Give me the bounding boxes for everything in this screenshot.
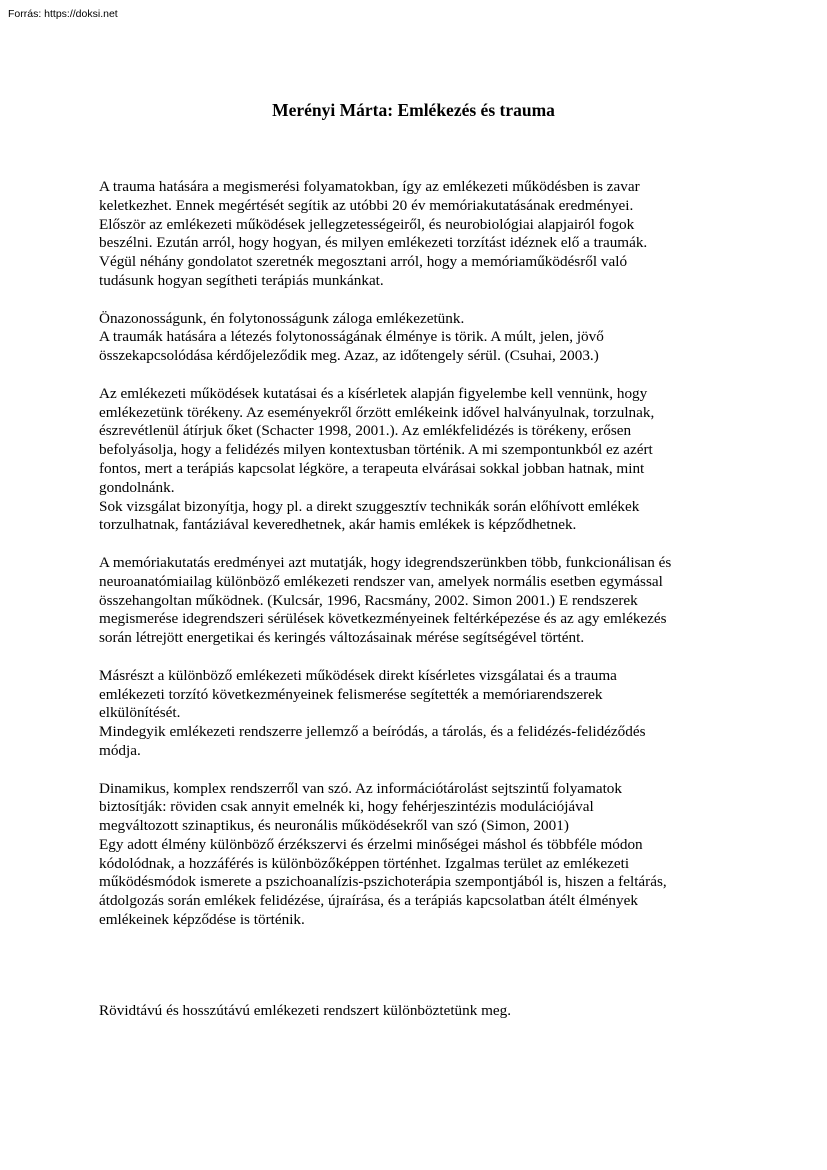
- text-line: gondolnánk.: [99, 478, 175, 496]
- text-line: módja.: [99, 741, 141, 759]
- text-line: észrevétlenül átírjuk őket (Schacter 1998, 2001.). Az emlékfelidézés is törékeny, erősen: [99, 422, 632, 440]
- document-body: [99, 178, 739, 949]
- text-line: A traumák hatására a létezés folytonosságának élménye is törik. A múlt, jelen, jövő: [99, 328, 604, 346]
- text-line: összekapcsolódása kérdőjeleződik meg. Azaz, az időtengely sérül. (Csuhai, 2003.): [99, 347, 599, 365]
- text-line: beszélni. Ezután arról, hogy hogyan, és milyen emlékezeti torzítást idéznek elő a traumák.: [99, 234, 648, 252]
- paragraph-dynamic-system: [99, 780, 739, 930]
- text-line: befolyásolja, hogy a felidézés milyen kontextusban történik. A mi szempontunkból ez azért: [99, 441, 653, 459]
- page-title: Merényi Márta: Emlékezés és trauma: [272, 100, 555, 120]
- paragraph-intro: [99, 178, 739, 291]
- text-line: Sok vizsgálat bizonyítja, hogy pl. a direkt szuggesztív technikák során előhívott emlékek: [99, 497, 640, 515]
- paragraph-fragility: [99, 385, 739, 535]
- text-line: emlékezetünk törékeny. Az eseményekről őrzött emlékeink idővel halványulnak, torzulnak,: [99, 403, 655, 421]
- text-line: során létrejött energetikai és keringés változásainak mérése segítségével történt.: [99, 629, 585, 647]
- text-line: elkülönítését.: [99, 704, 181, 722]
- text-line: A memóriakutatás eredményei azt mutatják, hogy idegrendszerünkben több, funkcionálisan és: [99, 553, 672, 571]
- text-line: neuroanatómiailag különböző emlékezeti rendszer van, amelyek normális esetben egymással: [99, 572, 663, 590]
- text-line: emlékeinek képződése is történik.: [99, 911, 305, 929]
- paragraph-identity: [99, 310, 739, 366]
- text-line: A trauma hatására a megismerési folyamatokban, így az emlékezeti működésben is zavar: [99, 178, 640, 195]
- text-line: kódolódnak, a hozzáférés is különbözőképpen történhet. Izgalmas terület az emlékezeti: [99, 854, 630, 872]
- text-line: összehangoltan működnek. (Kulcsár, 1996, Racsmány, 2002. Simon 2001.) E rendszerek: [99, 591, 638, 609]
- text-line: Először az emlékezeti működések jellegzetességeiről, és neurobiológiai alapjairól fogok: [99, 215, 635, 233]
- source-attribution: Forrás: https://doksi.net: [8, 8, 118, 20]
- paragraph-memory-research: [99, 554, 739, 648]
- text-line: Másrészt a különböző emlékezeti működések direkt kísérletes vizsgálatai és a trauma: [99, 666, 617, 684]
- text-line: megváltozott szinaptikus, és neuronális működésekről van szó (Simon, 2001): [99, 817, 569, 835]
- text-line: Dinamikus, komplex rendszerről van szó. Az információtárolást sejtszintű folyamatok: [99, 779, 622, 797]
- text-line: torzulhatnak, fantáziával keveredhetnek, akár hamis emlékek is képződhetnek.: [99, 516, 577, 534]
- text-line: Mindegyik emlékezeti rendszerre jellemző a beíródás, a tárolás, és a felidézés-felidéződés: [99, 723, 646, 741]
- text-line: megismerése idegrendszeri sérülések következményeinek feltérképezése és az agy emlékezés: [99, 610, 667, 628]
- paragraph-experiments: [99, 667, 739, 761]
- text-line: fontos, mert a terápiás kapcsolat légköre, a terapeuta elvárásai sokkal jobban hatnak, mint: [99, 459, 645, 477]
- text-line: Egy adott élmény különböző érzékszervi és érzelmi minőségei máshol és többféle módon: [99, 835, 643, 853]
- text-line: átdolgozás során emlékek felidézése, újraírása, és a terápiás kapcsolatban átélt élmények: [99, 892, 638, 910]
- text-line: Önazonosságunk, én folytonosságunk záloga emlékezetünk.: [99, 309, 465, 327]
- text-line: biztosítják: röviden csak annyit emelnék ki, hogy fehérjeszintézis modulációjával: [99, 798, 594, 816]
- text-line: Az emlékezeti működések kutatásai és a kísérletek alapján figyelembe kell vennünk, hogy: [99, 384, 648, 402]
- text-line: keletkezhet. Ennek megértését segítik az utóbbi 20 év memóriakutatásának eredményei.: [99, 196, 634, 214]
- text-line: Végül néhány gondolatot szeretnék megosztani arról, hogy a memóriaműködésről való: [99, 253, 628, 271]
- text-line: működésmódok ismerete a pszichoanalízis-pszichoterápia szempontjából is, hiszen a feltárás,: [99, 873, 667, 891]
- closing-sentence: Rövidtávú és hosszútávú emlékezeti rendszert különböztetünk meg.: [99, 1002, 512, 1019]
- text-line: tudásunk hogyan segítheti terápiás munkánkat.: [99, 271, 384, 289]
- text-line: emlékezeti torzító következményeinek felismerése segítették a memóriarendszerek: [99, 685, 603, 703]
